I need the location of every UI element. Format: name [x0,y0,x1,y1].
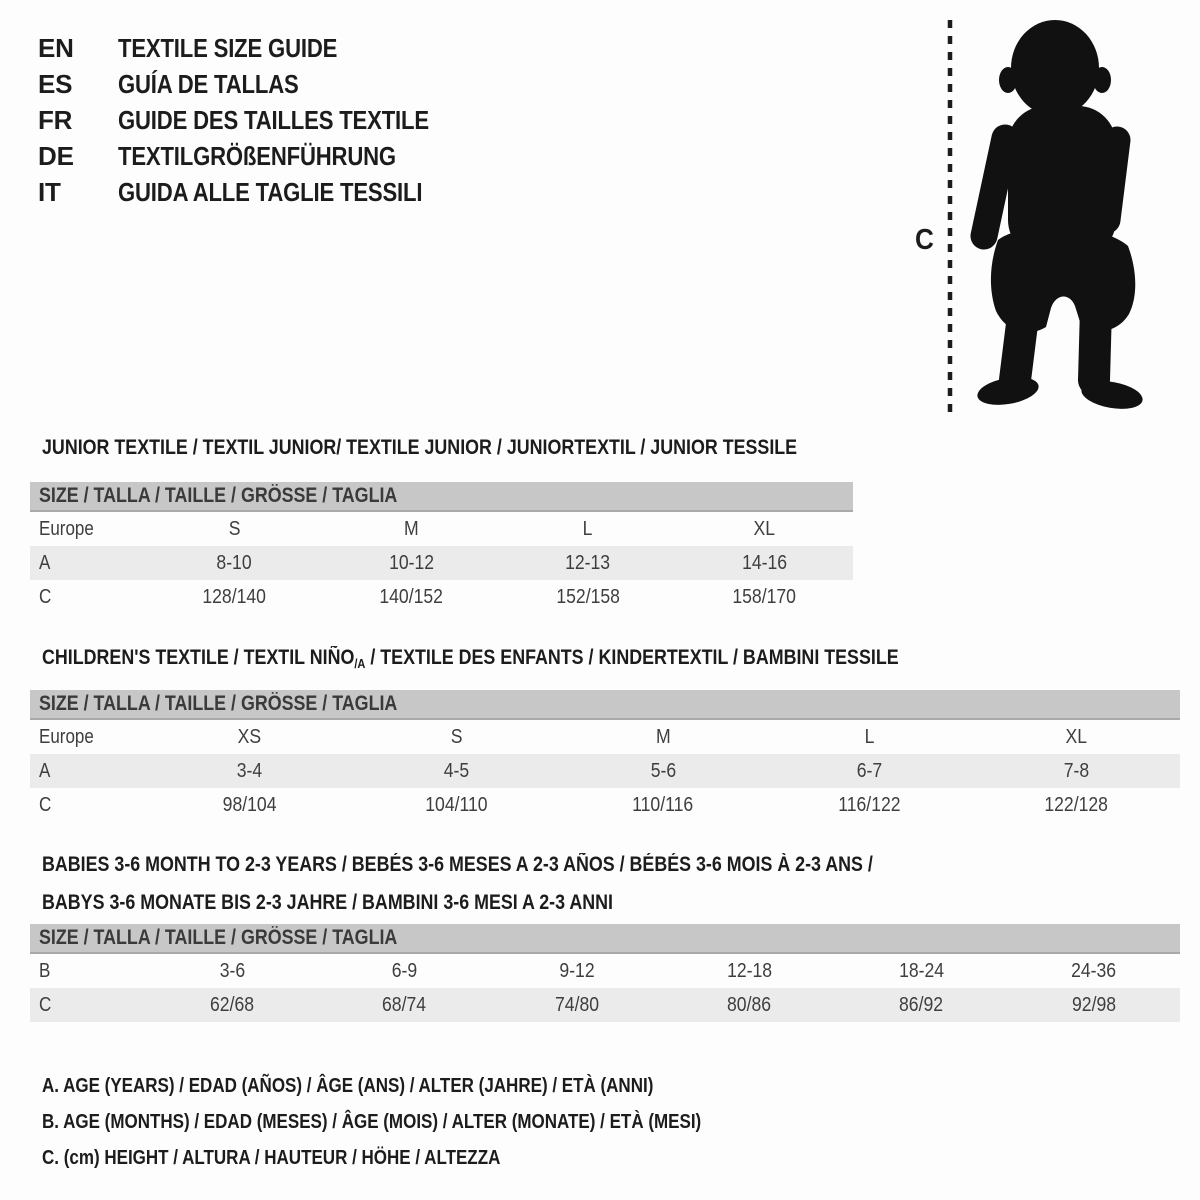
cell [835,960,1007,983]
junior-size-table [30,482,853,614]
cell-text: 12-18 [726,959,772,982]
cell-text: 68/74 [382,993,427,1016]
children-size-table [30,690,1180,822]
size-header-label: SIZE / TALLA / TAILLE / GRÖSSE / TAGLIA [39,484,398,507]
cell [973,794,1180,817]
size-header-label: SIZE / TALLA / TAILLE / GRÖSSE / TAGLIA [39,926,398,949]
toddler-figure [905,8,1145,420]
cell-text: 5-6 [650,759,676,782]
cell [560,794,767,817]
row-label [30,552,146,575]
cell-text: M [403,517,419,540]
cell-text: 4-5 [443,759,469,782]
children-title-sub: /A [354,656,366,671]
language-row-de [38,138,484,174]
cell-text: XL [753,517,776,540]
legend-height [42,1140,818,1176]
table-row-height [30,988,1180,1022]
language-code: ES [38,68,73,99]
cell-text: 98/104 [222,793,277,816]
cell-text: 6-9 [391,959,418,982]
junior-title-text: JUNIOR TEXTILE / TEXTIL JUNIOR/ TEXTILE JUNIOR / JUNIORTEXTIL / JUNIOR TESSILE [42,436,798,459]
row-label [30,760,146,783]
cell [663,994,835,1017]
cell [146,552,323,575]
children-title-suffix: / TEXTILE DES ENFANTS / KINDERTEXTIL / BAMBINI TESSILE [365,646,899,669]
cell [491,960,663,983]
row-label [30,994,146,1017]
cell [676,552,853,575]
cell [323,518,500,541]
measure-legend [42,1068,818,1176]
cell-text: 8-10 [216,551,252,574]
guide-title-de: TEXTILGRÖßENFÜHRUNG [118,140,396,171]
junior-section-title [42,436,930,460]
cell-text: XS [237,725,262,748]
cell [766,794,973,817]
cell-text: S [228,517,241,540]
row-label-text: C [39,993,52,1016]
babies-title-line2: BABYS 3-6 MONATE BIS 2-3 JAHRE / BAMBINI 3-6 MESI A 2-3 ANNI [42,891,613,914]
cell [1008,960,1180,983]
size-header-row [30,482,853,512]
language-row-es [38,66,484,102]
language-title-list [38,30,484,210]
cell [323,586,500,609]
cell [500,586,677,609]
cell [560,726,767,749]
table-row-europe [30,512,853,546]
cell [835,994,1007,1017]
cell-text: 92/98 [1071,993,1116,1016]
row-label [30,726,146,749]
size-header-label: SIZE / TALLA / TAILLE / GRÖSSE / TAGLIA [39,692,398,715]
row-label-text: Europe [39,517,94,540]
row-label-text: A [39,551,51,574]
legend-age-months [42,1104,818,1140]
table-row-europe [30,720,1180,754]
table-row-age-years [30,754,1180,788]
cell [146,726,353,749]
cell [676,586,853,609]
cell-text: L [864,725,875,748]
row-label [30,794,146,817]
table-row-age-years [30,546,853,580]
cell-text: 140/152 [379,585,443,608]
language-code: DE [38,140,74,171]
cell-text: 128/140 [202,585,267,608]
guide-title-en: TEXTILE SIZE GUIDE [118,32,338,63]
cell-text: 122/128 [1044,793,1109,816]
row-label-text: C [39,793,52,816]
language-code: IT [38,176,61,207]
table-row-age-months [30,954,1180,988]
cell [973,760,1180,783]
table-row-height [30,580,853,614]
cell [318,994,490,1017]
language-row-en [38,30,484,66]
cell-text: 62/68 [210,993,255,1016]
cell [500,552,677,575]
row-label-text: C [39,585,52,608]
row-label-text: A [39,759,51,782]
cell-text: 18-24 [898,959,944,982]
toddler-silhouette-icon [975,20,1145,413]
row-label-text: Europe [39,725,94,748]
height-measure-label: C [915,222,934,256]
language-row-it [38,174,484,210]
cell-text: 10-12 [388,551,434,574]
guide-title-es: GUÍA DE TALLAS [118,68,299,99]
cell [1008,994,1180,1017]
cell [146,518,323,541]
cell [146,586,323,609]
cell-text: 74/80 [554,993,599,1016]
cell [353,726,560,749]
cell [500,518,677,541]
cell-text: S [450,725,463,748]
legend-text: C. (cm) HEIGHT / ALTURA / HAUTEUR / HÖHE / ALTEZZA [42,1146,501,1169]
cell [663,960,835,983]
cell-text: 3-6 [219,959,245,982]
cell [973,726,1180,749]
children-title-prefix: CHILDREN'S TEXTILE / TEXTIL NIÑO [42,646,355,669]
legend-text: A. AGE (YEARS) / EDAD (AÑOS) / ÂGE (ANS) / ALTER (JAHRE) / ETÀ (ANNI) [42,1074,654,1097]
cell [353,760,560,783]
cell [146,994,318,1017]
legend-text: B. AGE (MONTHS) / EDAD (MESES) / ÂGE (MOIS) / ALTER (MONATE) / ETÀ (MESI) [42,1110,702,1133]
language-code: EN [38,32,74,63]
size-header-row [30,690,1180,720]
cell-text: 24-36 [1071,959,1117,982]
cell [353,794,560,817]
cell [766,726,973,749]
size-header-row [30,924,1180,954]
cell-text: 3-4 [236,759,263,782]
row-label [30,586,146,609]
legend-age-years [42,1068,818,1104]
children-title-text [42,646,899,676]
cell-text: 9-12 [559,959,595,982]
row-label-text: B [39,959,51,982]
cell-text: 110/116 [632,793,694,816]
cell-text: M [655,725,671,748]
cell [318,960,490,983]
guide-title-it: GUIDA ALLE TAGLIE TESSILI [118,176,423,207]
cell-text: 80/86 [727,993,772,1016]
row-label [30,960,146,983]
cell [676,518,853,541]
babies-title-line1: BABIES 3-6 MONTH TO 2-3 YEARS / BEBÉS 3-6 MESES A 2-3 AÑOS / BÉBÉS 3-6 MOIS À 2-3 ANS / [42,853,873,876]
guide-title-fr: GUIDE DES TAILLES TEXTILE [118,104,429,135]
language-code: FR [38,104,73,135]
cell [560,760,767,783]
cell-text: 7-8 [1063,759,1090,782]
cell [146,794,353,817]
cell-text: 6-7 [857,759,883,782]
cell-text: L [582,517,593,540]
cell-text: 116/122 [838,793,901,816]
cell [323,552,500,575]
cell-text: XL [1065,725,1088,748]
cell-text: 152/158 [556,585,620,608]
children-section-title [42,646,1050,676]
cell [146,960,318,983]
cell-text: 86/92 [899,993,944,1016]
cell [491,994,663,1017]
cell-text: 158/170 [732,585,797,608]
language-row-fr [38,102,484,138]
row-label [30,518,146,541]
babies-size-table [30,924,1180,1022]
babies-section-title [42,846,1020,922]
table-row-height [30,788,1180,822]
cell [766,760,973,783]
cell-text: 14-16 [742,551,788,574]
cell-text: 104/110 [425,793,488,816]
cell-text: 12-13 [565,551,611,574]
cell [146,760,353,783]
